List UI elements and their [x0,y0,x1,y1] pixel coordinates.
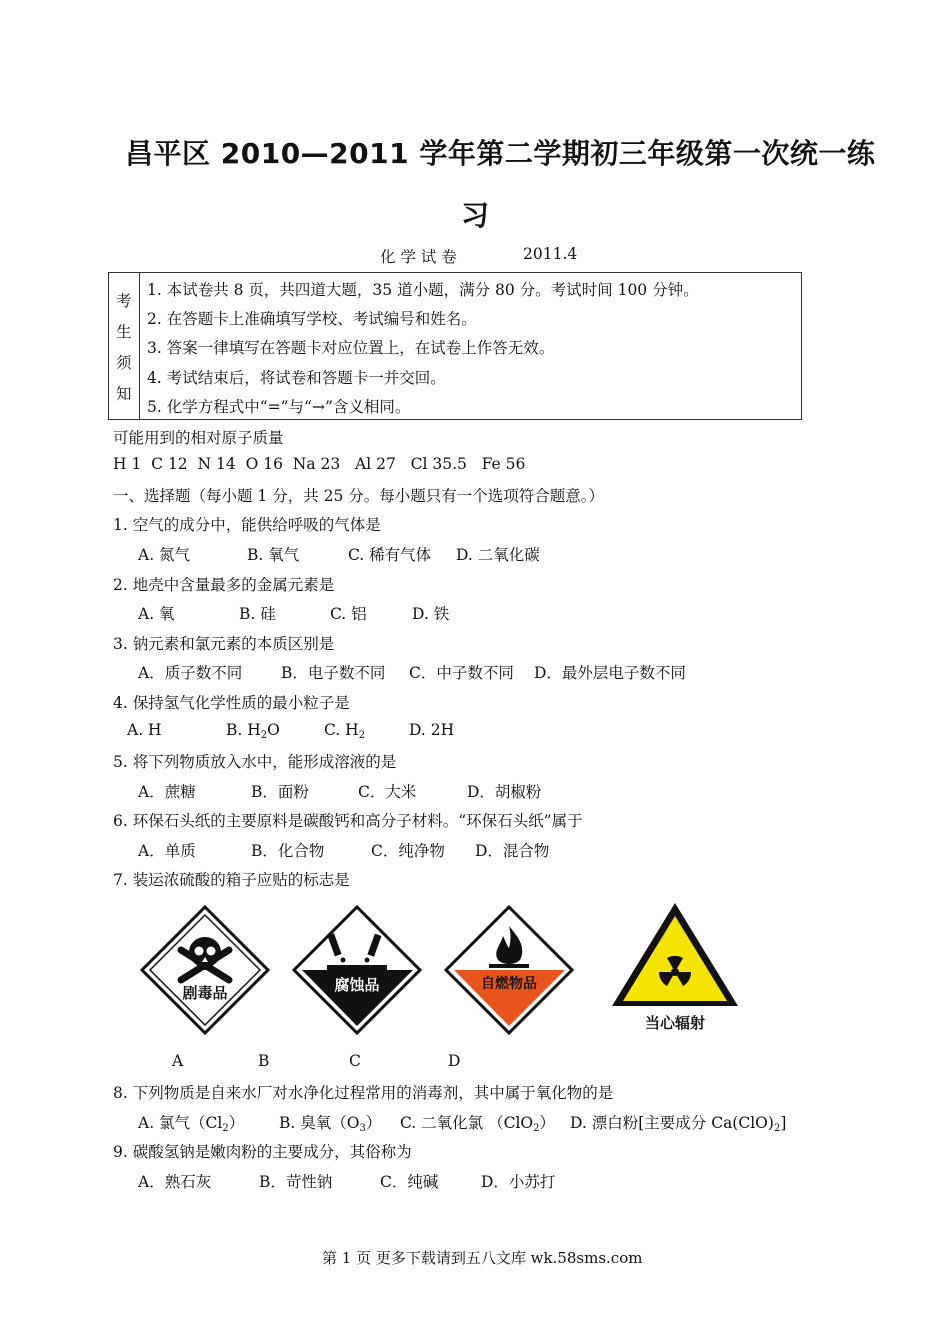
corrosive-sign-icon [291,904,423,1036]
sign-label-a: A [172,1052,184,1070]
notice-label-char: 生 [116,323,132,341]
option-d: D．小苏打 [481,1173,556,1191]
notice-item: 4. 考试结束后，将试卷和答题卡一并交回。 [147,369,446,387]
sign-label-d: D [448,1052,461,1070]
notice-item: 1. 本试卷共 8 页，共四道大题，35 道小题，满分 80 分。考试时间 100 分钟。 [147,281,699,299]
option-c: C. 二氧化氯 （ClO$_2$） [400,1114,556,1134]
sign-label-c: C [349,1052,361,1070]
option-c: C．大米 [358,783,417,801]
option-a: A．单质 [138,842,196,860]
notice-box [108,272,802,420]
sign-text: 腐蚀品 [334,976,380,994]
option-b: B．化合物 [251,842,325,860]
option-d: D. 2H [409,721,455,739]
notice-item: 3. 答案一律填写在答题卡对应位置上，在试卷上作答无效。 [147,339,555,357]
flammable-sign-icon [443,904,575,1036]
option-b: B．电子数不同 [281,664,386,682]
page-footer: 第 1 页 更多下载请到五八文库 wk.58sms.com [322,1249,643,1267]
question-stem: 5. 将下列物质放入水中，能形成溶液的是 [113,753,397,771]
question-stem: 8. 下列物质是自来水厂对水净化过程常用的消毒剂，其中属于氧化物的是 [113,1084,614,1102]
question-stem: 2. 地壳中含量最多的金属元素是 [113,576,335,594]
question-stem: 3. 钠元素和氯元素的本质区别是 [113,635,335,653]
option-c: C．纯碱 [380,1173,439,1191]
option-c: C．中子数不同 [409,664,514,682]
option-d: D. 二氧化碳 [456,546,540,564]
option-a: A．蔗糖 [138,783,196,801]
atomic-mass-values: H 1 C 12 N 14 O 16 Na 23 Al 27 Cl 35.5 Fe 56 [113,455,526,473]
exam-date: 2011.4 [523,245,578,263]
option-c: C. 铝 [330,605,367,623]
question-stem: 9. 碳酸氢钠是嫩肉粉的主要成分，其俗称为 [113,1143,412,1161]
question-stem: 6. 环保石头纸的主要原料是碳酸钙和高分子材料。“环保石头纸”属于 [113,812,583,830]
option-a: A. 氧 [138,605,175,623]
option-a: A．质子数不同 [138,664,243,682]
sign-text: 当心辐射 [644,1014,706,1032]
sign-text: 剧毒品 [182,984,228,1002]
question-stem: 7. 装运浓硫酸的箱子应贴的标志是 [113,871,350,889]
option-b: B. 氧气 [247,546,300,564]
option-b: B. $H_2O$ [226,721,280,741]
notice-label-char: 考 [116,292,132,310]
option-a: A. 氯气$(Cl_2)$ [138,1114,245,1134]
page-title-continued: 习 [461,199,490,232]
option-d: D. 漂白粉[主要成分 $Ca(ClO)_2$] [570,1114,787,1134]
option-b: B．苛性钠 [259,1173,333,1191]
option-b: B. 臭氧$(O_3)$ [279,1114,382,1134]
option-a: A. H [127,721,162,739]
option-d: D. 铁 [412,605,450,623]
notice-label [109,273,140,419]
sign-text: 自燃物品 [481,976,537,992]
question-stem: 4. 保持氢气化学性质的最小粒子是 [113,694,350,712]
option-d: D．混合物 [475,842,550,860]
option-a: A. 氮气 [138,546,191,564]
toxic-sign-icon [139,904,271,1036]
option-c: C. 稀有气体 [348,546,432,564]
subject-label: 化 学 试 卷 [380,248,457,266]
option-d: D．胡椒粉 [467,783,542,801]
page-title: 昌平区 2010—2011 学年第二学期初三年级第一次统一练 [125,137,876,170]
notice-item: 5. 化学方程式中“=”与“→”含义相同。 [147,398,411,416]
option-a: A．熟石灰 [138,1173,212,1191]
option-b: B．面粉 [251,783,309,801]
option-c: C. $H_2$ [324,721,366,741]
question-stem: 1. 空气的成分中，能供给呼吸的气体是 [113,516,381,534]
option-b: B. 硅 [239,605,276,623]
radiation-sign-icon [607,900,743,1036]
option-c: C．纯净物 [371,842,445,860]
option-d: D．最外层电子数不同 [534,664,686,682]
atomic-mass-title: 可能用到的相对原子质量 [113,429,284,447]
section-title: 一、选择题（每小题 1 分，共 25 分。每小题只有一个选项符合题意。） [113,487,605,505]
sign-label-b: B [258,1052,270,1070]
notice-label-char: 须 [116,354,132,372]
notice-label-char: 知 [116,385,132,403]
notice-item: 2. 在答题卡上准确填写学校、考试编号和姓名。 [147,310,477,328]
